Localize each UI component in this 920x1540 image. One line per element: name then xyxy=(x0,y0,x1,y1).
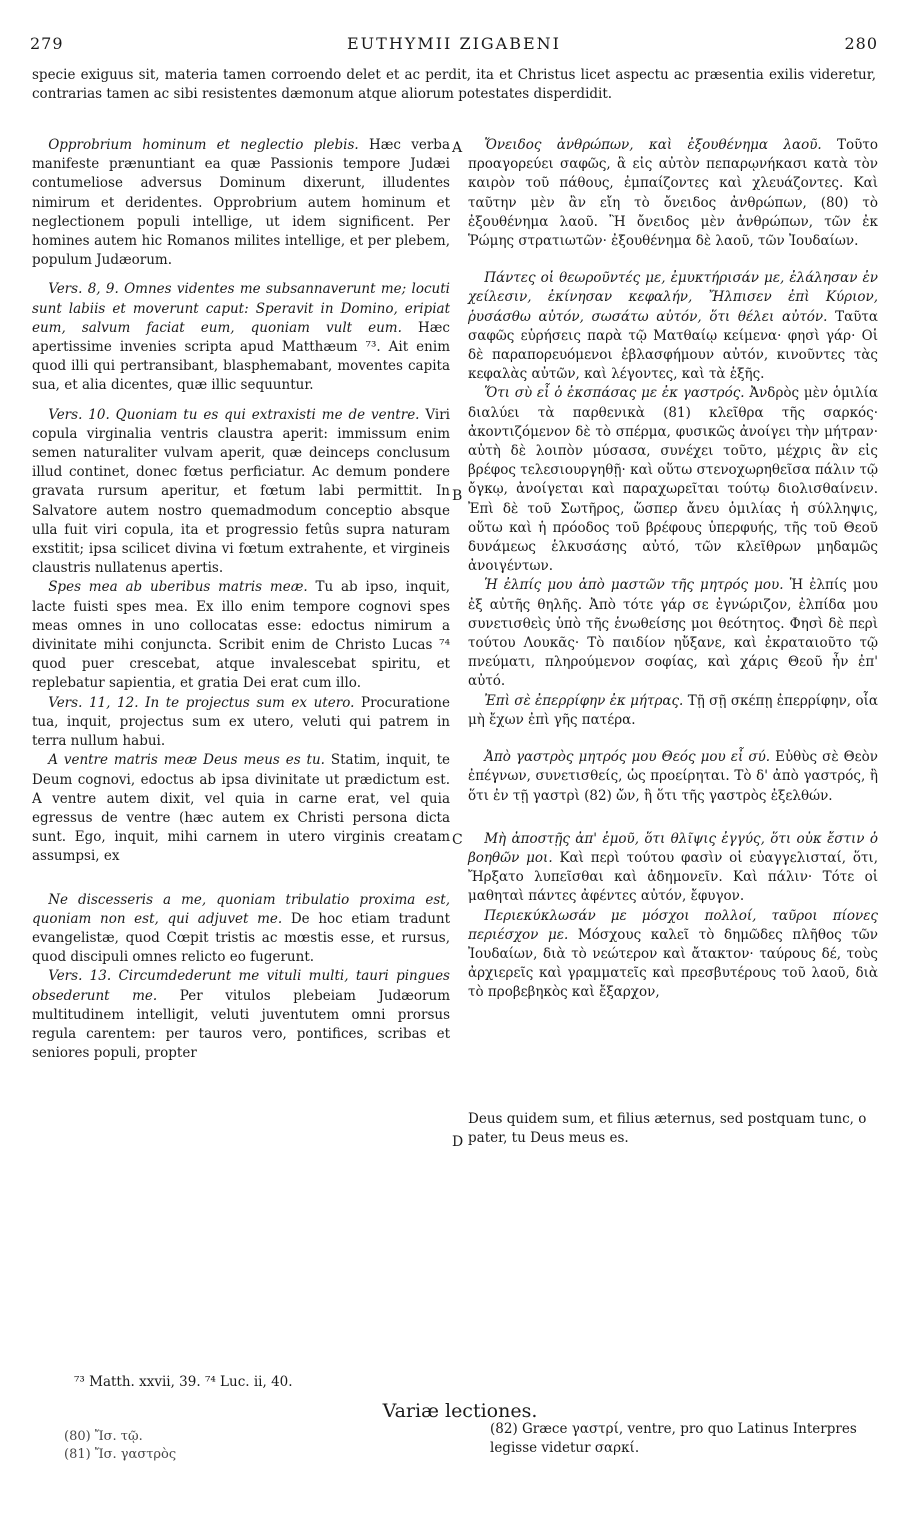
greek-paragraph: Ἐπὶ σὲ ἐπερρίφην ἐκ μήτρας. Τῇ σῇ σκέπῃ ἐπερρίφην, οἷα μὴ ἔχων ἐπὶ γῆς πατέρα. xyxy=(468,692,878,728)
lead-paragraph: specie exiguus sit, materia tamen corroendo delet et ac perdit, ita et Christus licet aspectu ac præsentia exilis videretur, contrarias tamen ac sibi resistentes dæmonum atque aliorum potestates disperdidit. xyxy=(32,67,876,102)
variae-title: Variæ lectiones. xyxy=(382,1400,538,1422)
greek-column xyxy=(468,136,878,1003)
latin-paragraph: Spes mea ab uberibus matris meæ. Tu ab ipso, inquit, lacte fuisti spes mea. Ex illo enim tempore cognovi spes meas omnes in uno collocatas esse: edoctus nimirum a divinitate mihi conjuncta. Scribit enim de Christo Lucas ⁷⁴ quod puer crescebat, atque invalescebat spiritu, et replebatur sapientia, et gratia Dei erat cum illo. xyxy=(32,579,451,692)
greek-paragraph: Ἀπὸ γαστρὸς μητρός μου Θεός μου εἶ σύ. Εὐθὺς σὲ Θεὸν ἐπέγνων, συνετισθείς, ὡς προείρηται. Τὸ δ' ἀπὸ γαστρός, ἢ ὅτι ἐν τῇ γαστρὶ (82) ὤν, ἢ ὅτι τῆς γαστρὸς ἐξελθών. xyxy=(468,749,878,804)
margin-marker-d: D xyxy=(452,1134,464,1150)
footnotes: ⁷³ Matth. xxvii, 39. ⁷⁴ Luc. ii, 40. xyxy=(74,1374,293,1390)
latin-paragraph: Vers. 8, 9. Omnes videntes me subsannaverunt me; locuti sunt labiis et moverunt caput: Speravit in Domino, eripiat eum, salvum faciat eum, quoniam vult eum. Hæc apertissime invenies scripta apud Matthæum ⁷³. Ait enim quod illi qui pertransibant, blasphemabant, moventes capita sua, et alia dicentes, quæ illic sequuntur. xyxy=(32,281,450,394)
latin-paragraph: Opprobrium hominum et neglectio plebis. Hæc verba manifeste prænuntiant ea quæ Passionis tempore Judæi contumeliose adversus Dominum dixerunt, illudentes nimirum et deridentes. Opprobrium autem hominum et neglectionem populi intellige, ut idem significent. Per homines autem hic Romanos milites intellige, et per plebem, populum Judæorum. xyxy=(32,137,450,269)
latin-paragraph: Vers. 11, 12. In te projectus sum ex utero. Procuratione tua, inquit, projectus sum ex utero, veluti qui patrem in terra nullum habui. xyxy=(32,694,450,750)
latin-paragraph: Vers. 13. Circumdederunt me vituli multi, tauri pingues obsederunt me. Per vitulos plebeiam Judæorum multitudinem intelligit, veluti juventutem omni prorsus regula carentem: per tauros vero, pontifices, scribas et seniores populi, propter xyxy=(32,968,450,1062)
greek-paragraph: Περιεκύκλωσάν με μόσχοι πολλοί, ταῦροι πίονες περιέσχον με. Μόσχους καλεῖ τὸ δημῶδες πλῆθος τῶν Ἰουδαίων, διὰ τὸ νεώτερον καὶ ἄτακτον· ταύρους δέ, τοὺς ἀρχιερεῖς καὶ γραμματεῖς καὶ πρεσβυτέρους τοῦ λαοῦ, διὰ τὸ προβεβηκὸς καὶ ἔξαρχον, xyxy=(468,907,878,1001)
spanning-line: Deus quidem sum, et filius æternus, sed postquam tunc, o pater, tu Deus meus es. xyxy=(468,1111,867,1146)
greek-paragraph: Πάντες οἱ θεωροῦντές με, ἐμυκτήρισάν με, ἐλάλησαν ἐν χείλεσιν, ἐκίνησαν κεφαλήν, Ἤλπισεν ἐπὶ Κύριον, ῥυσάσθω αὐτόν, σωσάτω αὐτόν, ὅτι θέλει αὐτόν. Ταῦτα σαφῶς εὑρήσεις παρὰ τῷ Ματθαίῳ κείμενα· φησὶ γάρ· Οἱ δὲ παραπορευόμενοι ἐβλασφήμουν αὐτόν, κινοῦντες τὰς κεφαλὰς αὐτῶν, καὶ λέγοντες, καὶ τὰ ἑξῆς. xyxy=(468,270,878,383)
latin-paragraph: Vers. 10. Quoniam tu es qui extraxisti me de ventre. Viri copula virginalia ventris claustra aperit: immissum enim semen naturaliter vulvam aperit, quæ deinceps conclusum illud continet, donec fœtus perficiatur. Ac demum pondere gravata rursum aperitur, et fœtum labi permittit. In Salvatore autem nostro quemadmodum conceptio absque ulla fuit viri copula, ita et progressio fetûs supra naturam exstitit; ipsa scilicet divina vi fœtum extrahente, et virgineis claustris nullatenus apertis. xyxy=(32,406,450,577)
latin-paragraph: Ne discesseris a me, quoniam tribulatio proxima est, quoniam non est, qui adjuvet me. De hoc etiam tradunt evangelistæ, quod Cœpit tristis ac mœstis esse, et rursus, quod discipuli omnes relicto eo fugerunt. xyxy=(32,891,451,966)
variae-left: (80) Ἴσ. τῷ. (81) Ἴσ. γαστρὸς xyxy=(64,1429,177,1462)
greek-paragraph: Μὴ ἀποστῇς ἀπ' ἐμοῦ, ὅτι θλῖψις ἐγγύς, ὅτι οὐκ ἔστιν ὁ βοηθῶν μοι. Καὶ περὶ τούτου φασὶν οἱ εὐαγγελισταί, ὅτι, Ἤρξατο λυπεῖσθαι καὶ ἀδημονεῖν. Καὶ πάλιν· Τότε οἱ μαθηταὶ πάντες ἀφέντες αὐτόν, ἔφυγον. xyxy=(468,830,879,905)
greek-paragraph: Ὄνειδος ἀνθρώπων, καὶ ἐξουθένημα λαοῦ. Τοῦτο προαγορεύει σαφῶς, ἃ εἰς αὐτὸν πεπαρῳνήκασι κατὰ τὸν καιρὸν τοῦ πάθους, ἐμπαίζοντες καὶ χλευάζοντες. Καὶ ταῦτην μὲν ἂν εἴη τὸ ὄνειδος ἀνθρώπων, (80) τὸ ἐξουθένημα λαοῦ. Ἢ ὄνειδος μὲν ἀνθρώπων, τῶν ἐκ Ῥώμης στρατιωτῶν· ἐξουθένημα δὲ λαοῦ, τῶν Ἰουδαίων. xyxy=(468,137,878,250)
margin-marker-c: C xyxy=(452,832,463,848)
greek-paragraph: Ἡ ἐλπίς μου ἀπὸ μαστῶν τῆς μητρός μου. Ἡ ἐλπίς μου ἐξ αὐτῆς θηλῆς. Ἀπὸ τότε γάρ σε ἐγνώριζον, ἐλπίδα μου συνετισθεὶς ὑπὸ τῆς ἑνωθείσης μοι θεότητος. Φησὶ δὲ περὶ τούτου Λουκᾶς· Τὸ παιδίον ηὔξανε, καὶ ἐκραταιοῦτο τῷ πνεύματι, πληρούμενον σοφίας, καὶ χάρις Θεοῦ ἦν ἐπ' αὐτό. xyxy=(468,577,879,690)
running-title: EUTHYMII ZIGABENI xyxy=(347,34,561,53)
page-number-right: 280 xyxy=(844,34,878,53)
greek-paragraph: Ὅτι σὺ εἶ ὁ ἐκσπάσας με ἐκ γαστρός. Ἀνδρὸς μὲν ὁμιλία διαλύει τὰ παρθενικὰ (81) κλεῖθρα τῆς σαρκός· ἀκοντιζόμενον δὲ τὸ σπέρμα, φυσικῶς ἀνοίγει τὴν μήτραν· αὐτὴ δὲ λοιπὸν μύσασα, συνέχει τοῦτο, μέχρις ἂν εἰς βρέφος τελεσιουργηθῇ· καὶ οὕτω στενοχωρηθεῖσα πάλιν τῷ ὄγκῳ, ἀνοίγεται καὶ παραχωρεῖται τούτῳ διολισθαίνειν. Ἐπὶ δὲ τοῦ Σωτῆρος, ὥσπερ ἄνευ ὁμιλίας ἡ σύλληψις, οὕτω καὶ ἡ πρόοδος τοῦ βρέφους ὑπερφυής, τῆς τοῦ Θεοῦ δυνάμεως ἑλκυσάσης αὐτό, τῶν κλεῖθρων μηδαμῶς ἀνοιγέντων. xyxy=(468,385,878,575)
page-header xyxy=(30,34,878,62)
latin-column xyxy=(32,136,450,1063)
page-number-left: 279 xyxy=(30,34,64,53)
margin-marker-b: B xyxy=(452,488,463,504)
latin-paragraph: A ventre matris meæ Deus meus es tu. Statim, inquit, te Deum cognovi, edoctus ab ipsa divinitate ut prædictum est. A ventre autem dixit, vel quia in carne erat, vel quia egressus de ventre (hæc autem ex Christi persona dicta sunt. Ego, inquit, mihi carnem in utero virginis creatam assumpsi, ex xyxy=(32,752,450,865)
variae-right: (82) Græce γαστρί, ventre, pro quo Latinus Interpres legisse videtur σαρκί. xyxy=(490,1421,857,1456)
margin-marker-a: A xyxy=(452,140,463,156)
